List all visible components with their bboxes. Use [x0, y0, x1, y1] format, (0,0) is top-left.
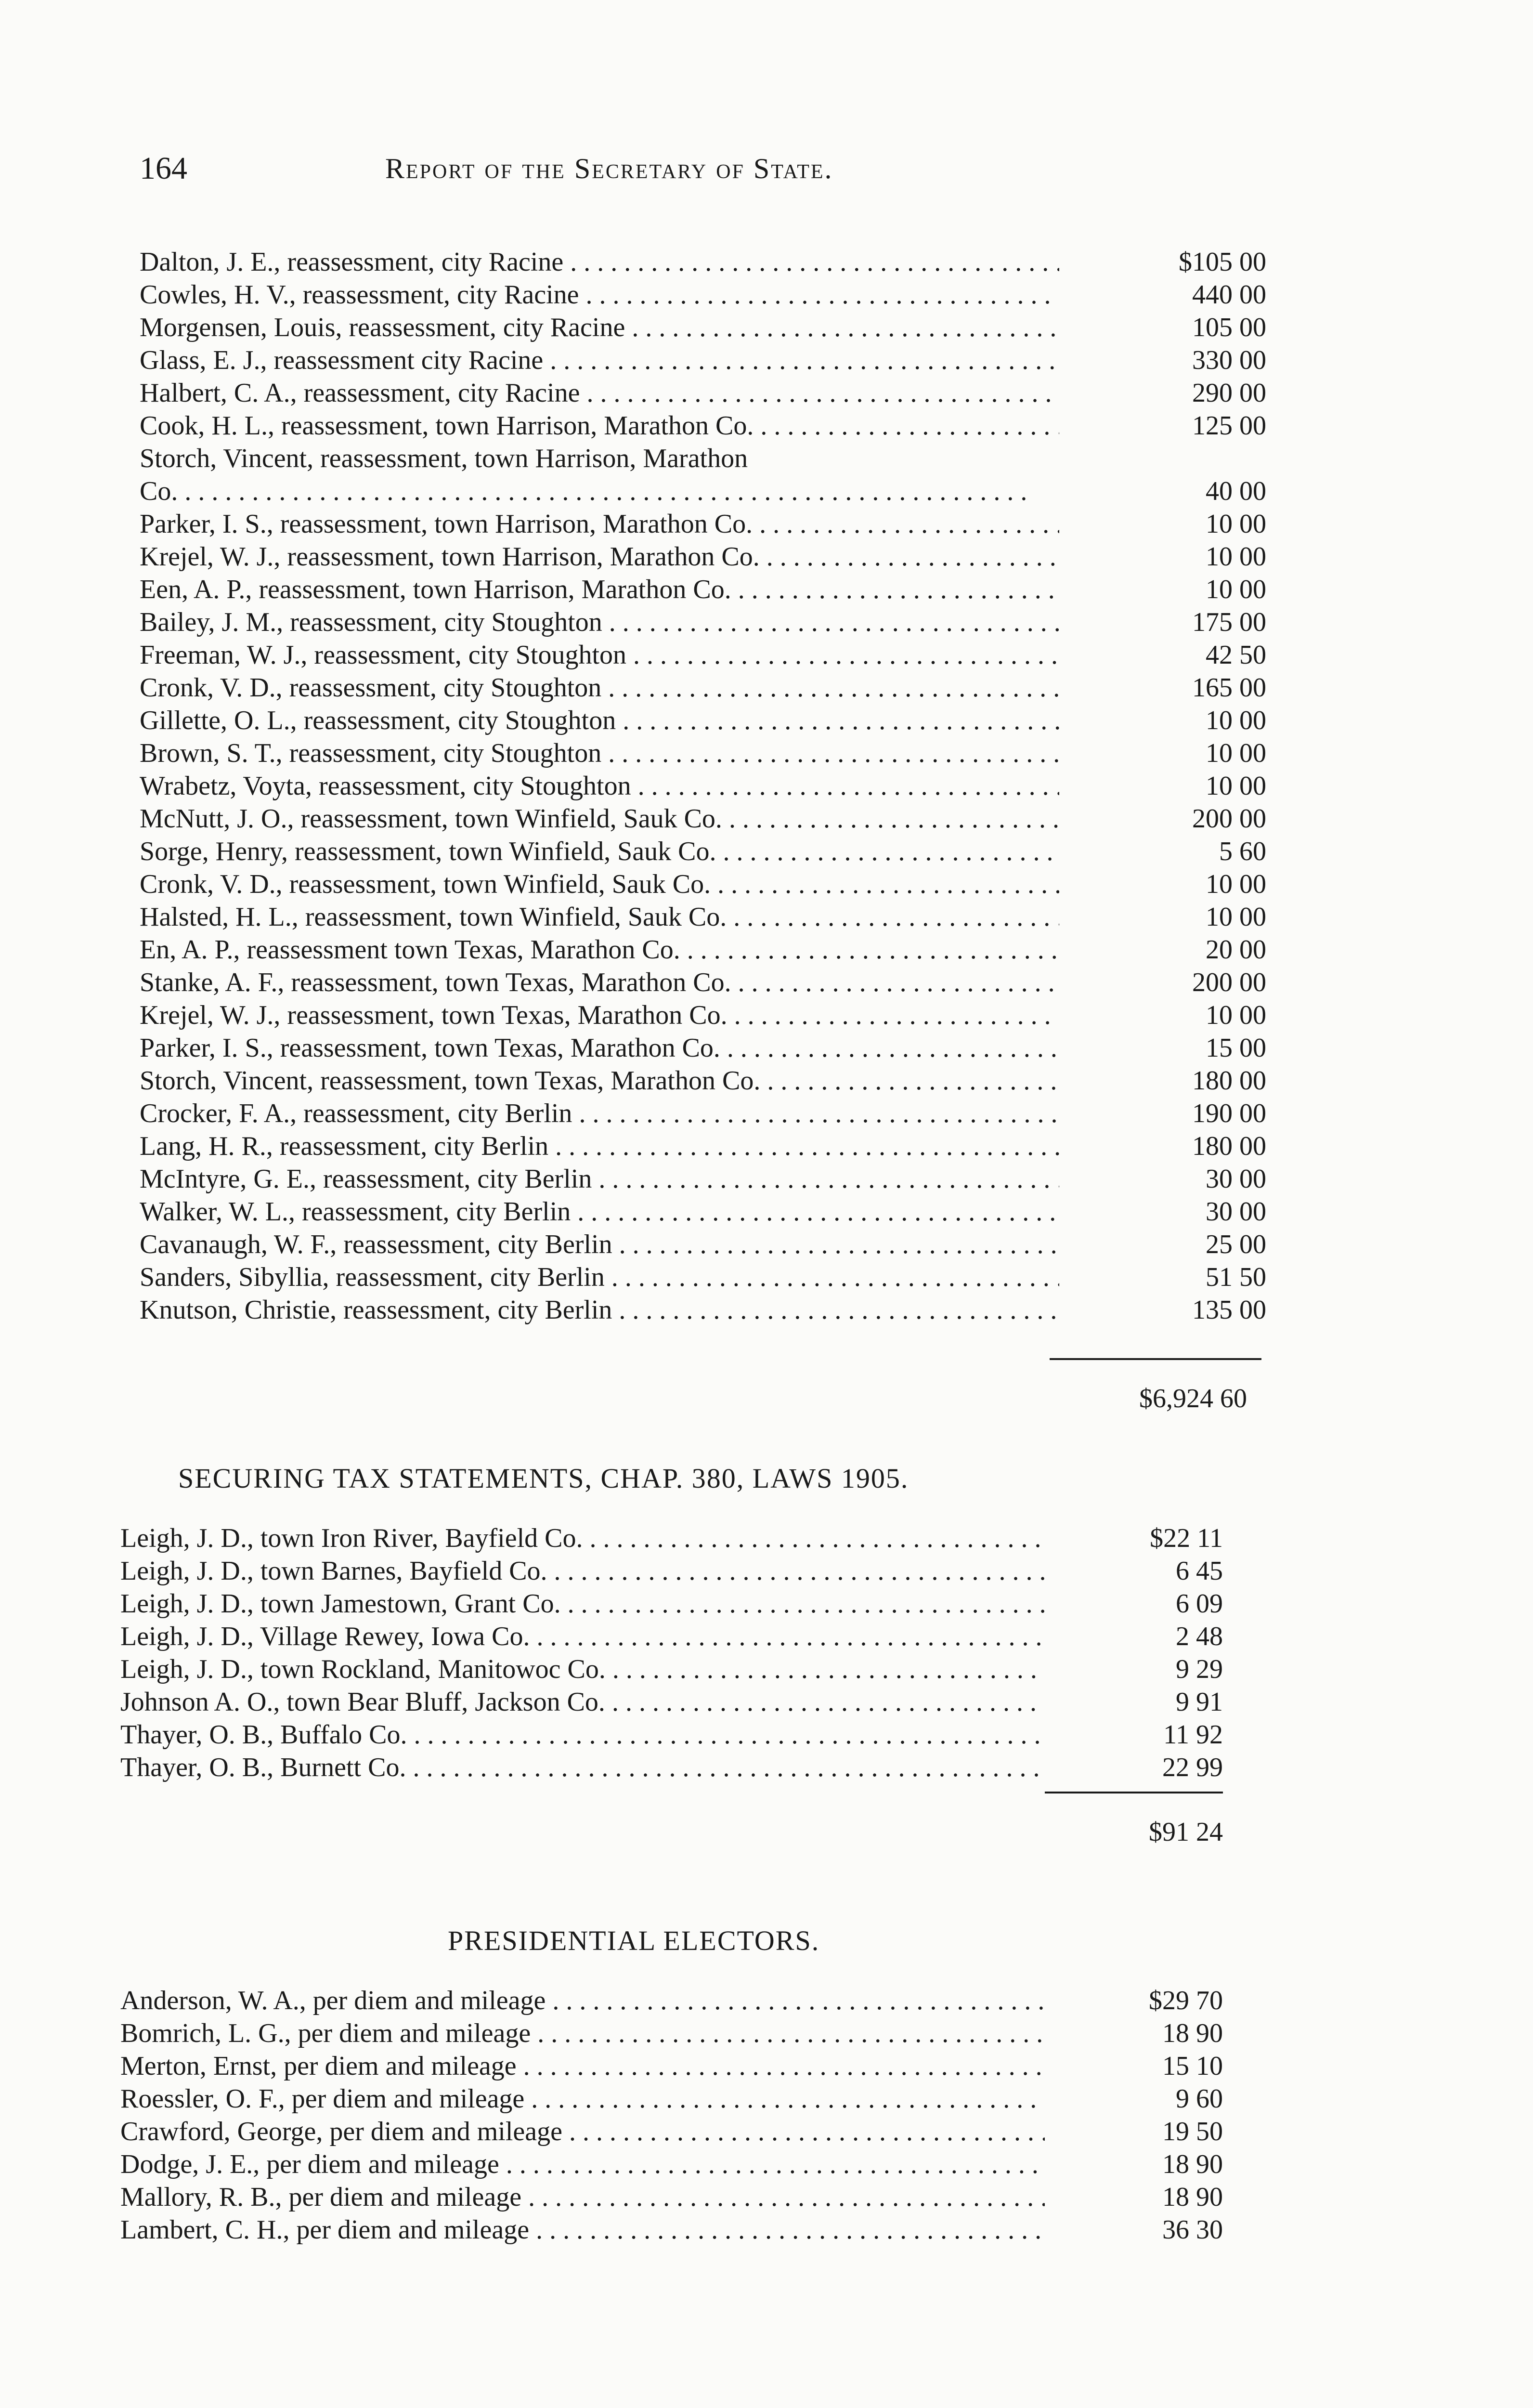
- entry-name: Freeman, W. J., reassessment, city Stoughton . . .: [140, 639, 1059, 671]
- table-row: [120, 2181, 1286, 2213]
- entry-name: Sanders, Sibyllia, reassessment, city Berlin . . .: [140, 1261, 1059, 1294]
- entry-amount: 30 00: [1206, 1197, 1266, 1227]
- table-row: [140, 1163, 1305, 1195]
- entry-name: Dalton, J. E., reassessment, city Racine . . .: [140, 246, 1059, 278]
- entry-name: Thayer, O. B., Buffalo Co. . . .: [120, 1718, 1045, 1751]
- entry-amount: 51 50: [1206, 1262, 1266, 1292]
- entry-amount: 22 99: [1162, 1753, 1223, 1782]
- table-row: [140, 344, 1305, 377]
- entry-amount: 200 00: [1192, 804, 1266, 834]
- entry-amount: 200 00: [1192, 968, 1266, 997]
- entry-amount: 10 00: [1206, 902, 1266, 932]
- entry-amount: 25 00: [1206, 1230, 1266, 1259]
- entry-name: Halbert, C. A., reassessment, city Racine . . .: [140, 377, 1059, 409]
- entry-amount: 18 90: [1162, 2018, 1223, 2048]
- entry-name: Leigh, J. D., town Rockland, Manitowoc Co. . . .: [120, 1653, 1045, 1686]
- entry-name: Leigh, J. D., town Barnes, Bayfield Co. . . .: [120, 1555, 1045, 1587]
- entry-name: Krejel, W. J., reassessment, town Harrison, Marathon Co. . . .: [140, 540, 1059, 573]
- entry-name: McNutt, J. O., reassessment, town Winfield, Sauk Co. . . .: [140, 802, 1059, 835]
- entry-amount: 10 00: [1206, 542, 1266, 572]
- entry-name: Gillette, O. L., reassessment, city Stoughton . . .: [140, 704, 1059, 737]
- entry-name: Roessler, O. F., per diem and mileage . . .: [120, 2082, 1045, 2115]
- table-row: [120, 2148, 1286, 2181]
- table-row: [140, 802, 1305, 835]
- entry-amount: 10 00: [1206, 509, 1266, 539]
- entry-amount: 40 00: [1206, 476, 1266, 506]
- entry-amount: 2 48: [1176, 1622, 1223, 1651]
- table-row: [140, 508, 1305, 540]
- table-row: [140, 1130, 1305, 1163]
- entry-name: Sorge, Henry, reassessment, town Winfield, Sauk Co. . . .: [140, 835, 1059, 868]
- table-row: [140, 246, 1305, 278]
- entry-amount: 10 00: [1206, 738, 1266, 768]
- entry-name: Co. . . .: [140, 475, 1059, 508]
- entry-amount: 30 00: [1206, 1164, 1266, 1194]
- table-row: [140, 540, 1305, 573]
- table-row: [120, 1555, 1286, 1587]
- entry-name: Mallory, R. B., per diem and mileage . . .: [120, 2181, 1045, 2213]
- entry-name: Thayer, O. B., Burnett Co. . . .: [120, 1751, 1045, 1784]
- entry-name: Cowles, H. V., reassessment, city Racine . . .: [140, 278, 1059, 311]
- entry-amount: 5 60: [1219, 837, 1266, 866]
- tax-statements-section: [120, 1459, 1286, 1893]
- entry-amount: 10 00: [1206, 706, 1266, 735]
- section-heading: SECURING TAX STATEMENTS, CHAP. 380, LAWS 1905.: [178, 1463, 909, 1494]
- entry-amount: 15 10: [1162, 2051, 1223, 2081]
- table-row: [140, 409, 1305, 442]
- entry-amount: 10 00: [1206, 575, 1266, 604]
- entry-name: Halsted, H. L., reassessment, town Winfield, Sauk Co. . . .: [140, 901, 1059, 933]
- section-total: $91 24: [1149, 1817, 1223, 1847]
- entry-name: Leigh, J. D., town Iron River, Bayfield Co. . . .: [120, 1522, 1045, 1555]
- entry-name: Cavanaugh, W. F., reassessment, city Berlin . . .: [140, 1228, 1059, 1261]
- table-row: [140, 999, 1305, 1032]
- entry-name: McIntyre, G. E., reassessment, city Berlin . . .: [140, 1163, 1059, 1195]
- table-row: [120, 1522, 1286, 1555]
- table-row: [120, 1587, 1286, 1620]
- table-row: [140, 933, 1305, 966]
- table-row: [140, 737, 1305, 770]
- table-row: [140, 671, 1305, 704]
- entry-name: Dodge, J. E., per diem and mileage . . .: [120, 2148, 1045, 2181]
- entry-amount: 330 00: [1192, 345, 1266, 375]
- reassessment-section: [140, 246, 1305, 1421]
- page-header: [140, 144, 1074, 197]
- entry-amount: 105 00: [1192, 313, 1266, 342]
- table-row: [140, 573, 1305, 606]
- table-row: [140, 868, 1305, 901]
- section-total: $6,924 60: [1139, 1384, 1247, 1413]
- table-row: [120, 1751, 1286, 1784]
- entry-amount: $22 11: [1150, 1523, 1223, 1553]
- table-row: [140, 1097, 1305, 1130]
- entry-name: Cook, H. L., reassessment, town Harrison, Marathon Co. . . .: [140, 409, 1059, 442]
- entry-name: Glass, E. J., reassessment city Racine . . .: [140, 344, 1059, 377]
- total-rule: [1050, 1358, 1261, 1360]
- entry-amount: 10 00: [1206, 869, 1266, 899]
- entry-name: Cronk, V. D., reassessment, city Stoughton . . .: [140, 671, 1059, 704]
- entry-name: Merton, Ernst, per diem and mileage . . .: [120, 2050, 1045, 2082]
- table-row: [140, 1195, 1305, 1228]
- section-heading: PRESIDENTIAL ELECTORS.: [448, 1925, 820, 1956]
- table-row: [120, 1718, 1286, 1751]
- table-row: [140, 966, 1305, 999]
- entry-name: Bailey, J. M., reassessment, city Stoughton . . .: [140, 606, 1059, 639]
- entry-amount: 175 00: [1192, 607, 1266, 637]
- table-row: [140, 639, 1305, 671]
- entry-name: Anderson, W. A., per diem and mileage . . .: [120, 1984, 1045, 2017]
- entry-name: Wrabetz, Voyta, reassessment, city Stoughton . . .: [140, 770, 1059, 802]
- table-row: [120, 2017, 1286, 2050]
- entry-amount: 190 00: [1192, 1099, 1266, 1128]
- entry-amount: 125 00: [1192, 411, 1266, 441]
- entry-name: Cronk, V. D., reassessment, town Winfield, Sauk Co. . . .: [140, 868, 1059, 901]
- entry-name: Crocker, F. A., reassessment, city Berlin . . .: [140, 1097, 1059, 1130]
- table-row: [140, 704, 1305, 737]
- entry-amount: 18 90: [1162, 2149, 1223, 2179]
- table-row: [140, 770, 1305, 802]
- table-row: [140, 606, 1305, 639]
- table-row: [140, 1064, 1305, 1097]
- table-row: [140, 475, 1305, 508]
- entry-name: Krejel, W. J., reassessment, town Texas, Marathon Co. . . .: [140, 999, 1059, 1032]
- table-row: [140, 1261, 1305, 1294]
- entry-amount: 42 50: [1206, 640, 1266, 670]
- entry-amount: 180 00: [1192, 1131, 1266, 1161]
- table-row: [140, 1032, 1305, 1064]
- entry-name: Leigh, J. D., Village Rewey, Iowa Co. . . .: [120, 1620, 1045, 1653]
- entry-name: Een, A. P., reassessment, town Harrison, Marathon Co. . . .: [140, 573, 1059, 606]
- page-number: 164: [140, 151, 187, 186]
- entry-amount: 11 92: [1163, 1720, 1223, 1750]
- table-row: [120, 1653, 1286, 1686]
- table-row: [120, 2213, 1286, 2246]
- entry-amount: 36 30: [1162, 2215, 1223, 2245]
- entry-name: Bomrich, L. G., per diem and mileage . . .: [120, 2017, 1045, 2050]
- entry-name: Parker, I. S., reassessment, town Texas, Marathon Co. . . .: [140, 1032, 1059, 1064]
- entry-name: Lang, H. R., reassessment, city Berlin . . .: [140, 1130, 1059, 1163]
- entry-amount: 9 91: [1176, 1687, 1223, 1717]
- entry-name: Lambert, C. H., per diem and mileage . . .: [120, 2213, 1045, 2246]
- entry-amount: 20 00: [1206, 935, 1266, 965]
- table-row: [140, 1294, 1305, 1326]
- entry-amount: 10 00: [1206, 1000, 1266, 1030]
- entry-amount: 6 45: [1176, 1556, 1223, 1586]
- table-row: [140, 1228, 1305, 1261]
- entry-name: Brown, S. T., reassessment, city Stoughton . . .: [140, 737, 1059, 770]
- entry-amount: 135 00: [1192, 1295, 1266, 1325]
- entry-amount: $29 70: [1149, 1986, 1223, 2015]
- entry-amount: 6 09: [1176, 1589, 1223, 1619]
- entry-amount: 18 90: [1162, 2182, 1223, 2212]
- entry-name: Crawford, George, per diem and mileage . . .: [120, 2115, 1045, 2148]
- table-row: [140, 901, 1305, 933]
- entry-amount: 19 50: [1162, 2117, 1223, 2146]
- table-row: [140, 377, 1305, 409]
- running-title: Report of the Secretary of State.: [385, 153, 833, 184]
- entry-name: Walker, W. L., reassessment, city Berlin . . .: [140, 1195, 1059, 1228]
- entry-name: Leigh, J. D., town Jamestown, Grant Co. . . .: [120, 1587, 1045, 1620]
- table-row: [120, 1686, 1286, 1718]
- entry-amount: 9 60: [1176, 2084, 1223, 2114]
- entry-name: Storch, Vincent, reassessment, town Texas, Marathon Co. . . .: [140, 1064, 1059, 1097]
- table-row: [120, 2115, 1286, 2148]
- entry-name: En, A. P., reassessment town Texas, Marathon Co. . . .: [140, 933, 1059, 966]
- entry-amount: 165 00: [1192, 673, 1266, 703]
- table-row: [120, 1984, 1286, 2017]
- table-row: [120, 2082, 1286, 2115]
- entry-amount: 290 00: [1192, 378, 1266, 408]
- entry-amount: 15 00: [1206, 1033, 1266, 1063]
- entry-name: Knutson, Christie, reassessment, city Berlin . . .: [140, 1294, 1059, 1326]
- total-rule: [1045, 1792, 1223, 1793]
- entry-name: Parker, I. S., reassessment, town Harrison, Marathon Co. . . .: [140, 508, 1059, 540]
- entry-amount: $105 00: [1179, 247, 1266, 277]
- wrapped-entry-first-line: Storch, Vincent, reassessment, town Harrison, Marathon: [140, 444, 748, 473]
- presidential-electors-section: [120, 1922, 1286, 2288]
- table-row: [140, 278, 1305, 311]
- entry-amount: 10 00: [1206, 771, 1266, 801]
- table-row: [140, 311, 1305, 344]
- entry-amount: 9 29: [1176, 1654, 1223, 1684]
- entry-amount: 180 00: [1192, 1066, 1266, 1096]
- entry-amount: 440 00: [1192, 280, 1266, 310]
- table-row: [120, 1620, 1286, 1653]
- table-row: [120, 2050, 1286, 2082]
- table-row: [140, 835, 1305, 868]
- entry-name: Stanke, A. F., reassessment, town Texas, Marathon Co. . . .: [140, 966, 1059, 999]
- entry-name: Johnson A. O., town Bear Bluff, Jackson Co. . . .: [120, 1686, 1045, 1718]
- entry-name: Morgensen, Louis, reassessment, city Racine . . .: [140, 311, 1059, 344]
